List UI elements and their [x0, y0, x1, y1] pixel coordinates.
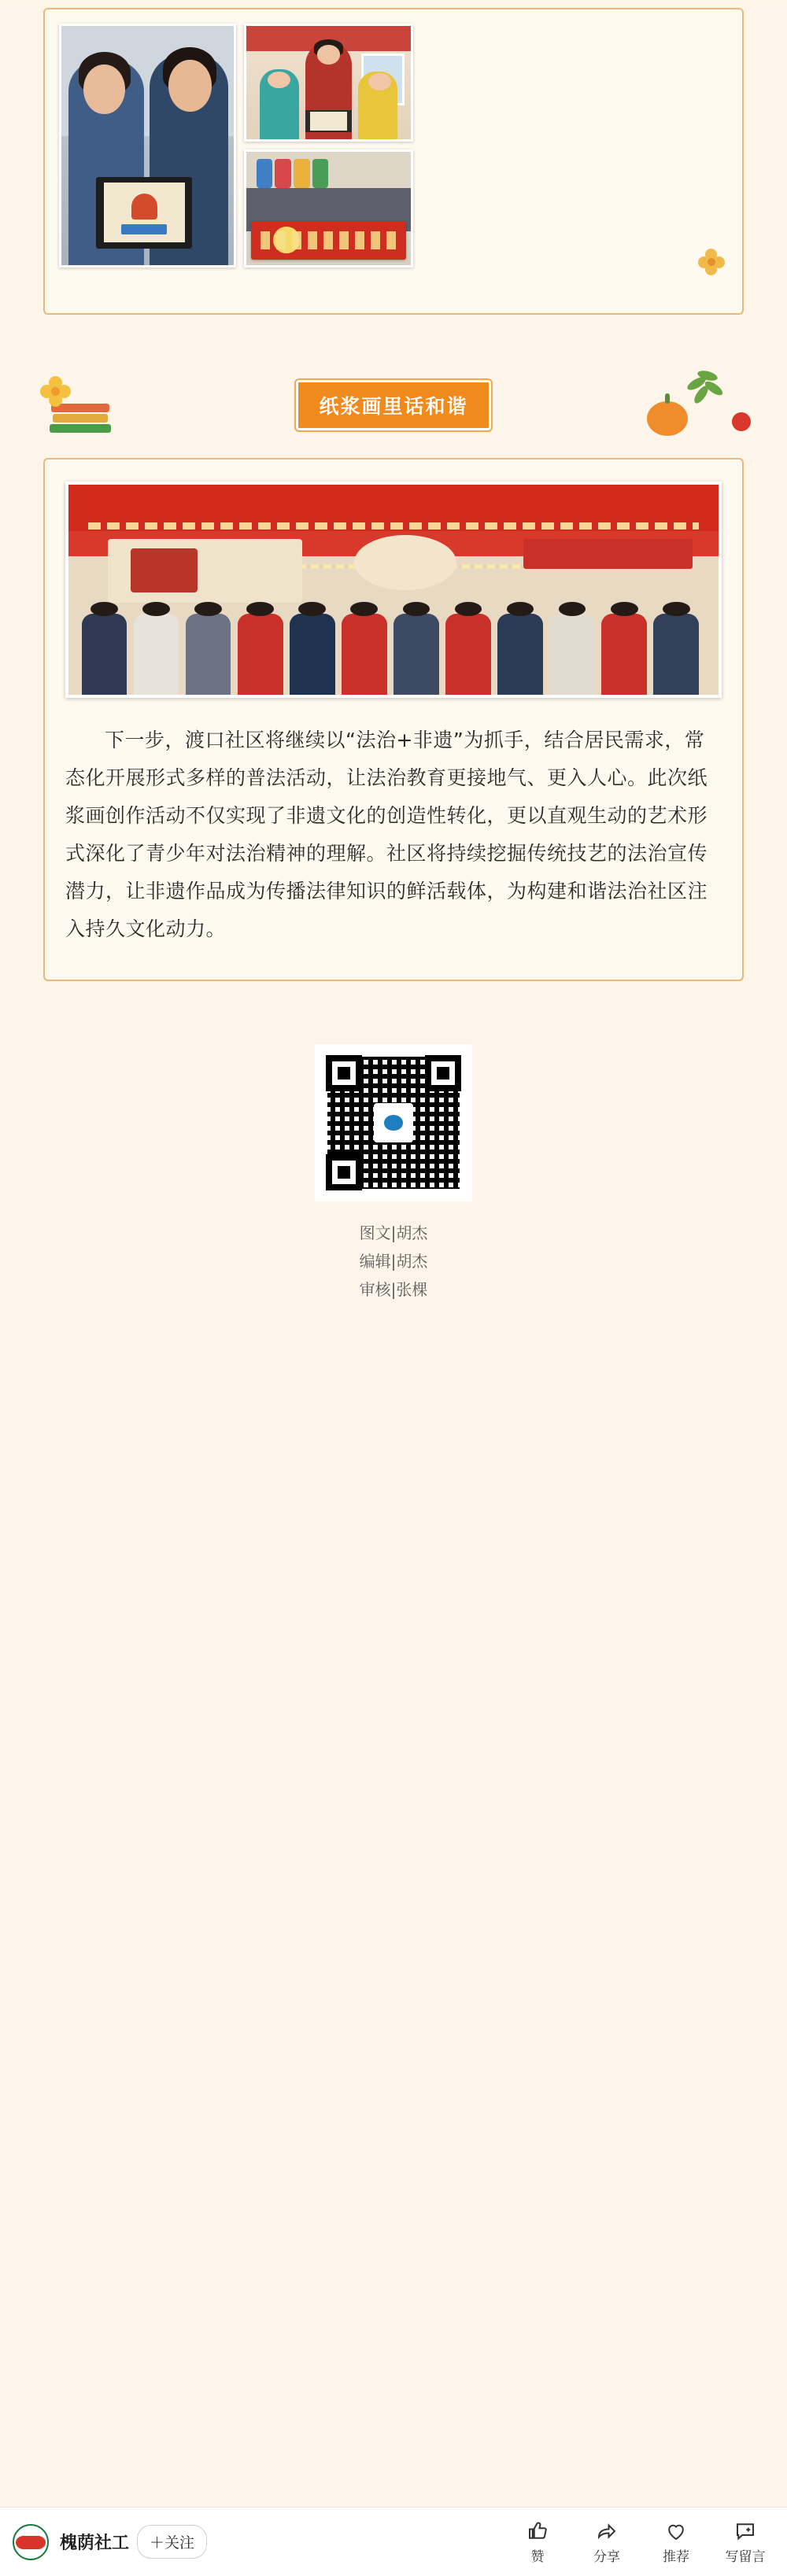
photo-grid: [59, 24, 728, 268]
child-right-face: [368, 73, 391, 90]
cherry-icon: [732, 412, 751, 431]
photo-teacher-with-two-children-showing-artwork[interactable]: [244, 24, 413, 142]
share-button[interactable]: [582, 2519, 631, 2565]
heart-logo-icon: [23, 2536, 39, 2549]
pumpkin-icon: [647, 401, 688, 436]
wall-letter: [257, 159, 272, 188]
framed-artwork: [96, 177, 193, 249]
girl-right-face: [168, 60, 212, 113]
comment-plus-icon: [733, 2519, 757, 2543]
adult-face: [317, 45, 340, 64]
wall-letter: [294, 159, 309, 188]
comment-button[interactable]: [721, 2519, 770, 2565]
qr-code-pattern: [321, 1050, 466, 1195]
follow-button[interactable]: ＋关注: [137, 2525, 207, 2559]
event-group-photo[interactable]: [65, 482, 722, 698]
flower-icon: [698, 249, 725, 275]
banner-headline-text: [88, 522, 699, 530]
girl-left-face: [83, 65, 125, 115]
article-body: 下一步，渡口社区将继续以“法治+非遗”为抓手，结合居民需求，常态化开展形式多样的普法活动，让法治教育更接地气、更入人心。此次纸浆画创作活动不仅实现了非遗文化的创造性转化，更以直观生动的艺术形式深化了青少年对法治精神的理解。社区将持续挖掘传统技艺的法治宣传潜力，让非遗作品成为传播法律知识的鲜活载体，为构建和谐法治社区注入持久文化动力。: [65, 729, 708, 940]
flower-icon: [40, 376, 72, 408]
wall-letter: [312, 159, 328, 188]
artwork-book: [121, 224, 167, 234]
credit-line: 编辑|胡杰: [359, 1252, 428, 1271]
wall-round-emblem: [354, 535, 456, 590]
wall-red-strip: [523, 539, 693, 568]
qr-finder-top-right: [425, 1055, 461, 1091]
photo-two-girls-with-framed-pulp-painting[interactable]: [59, 24, 236, 268]
like-button[interactable]: [513, 2519, 562, 2565]
photo-group-with-red-banner[interactable]: [244, 149, 413, 268]
top-photo-card: [43, 8, 744, 315]
account-name[interactable]: 槐荫社工: [60, 2534, 130, 2553]
thumbs-up-icon: [526, 2519, 549, 2543]
wall-letters: [257, 159, 329, 188]
like-label: 赞: [530, 2548, 545, 2565]
framed-artwork: [305, 110, 352, 133]
red-banner: [251, 221, 405, 260]
recommend-button[interactable]: [652, 2519, 700, 2565]
recommend-label: 推荐: [663, 2548, 689, 2565]
participants-row: [68, 585, 719, 695]
heart-icon: [664, 2519, 688, 2543]
left-decoration: [35, 376, 130, 436]
credit-line: 图文|胡杰: [359, 1223, 428, 1242]
qr-finder-top-left: [326, 1055, 362, 1091]
bottom-action-bar: [0, 2507, 787, 2576]
action-buttons: [215, 2519, 774, 2565]
share-icon: [595, 2519, 619, 2543]
account-avatar[interactable]: [13, 2524, 49, 2560]
comment-label: 写留言: [725, 2548, 766, 2565]
wall-letter: [275, 159, 290, 188]
qr-center-logo: [379, 1108, 408, 1138]
artwork-canvas: [104, 183, 185, 243]
right-decoration: [639, 371, 757, 439]
page-title: 纸浆画里话和谐: [296, 380, 490, 430]
photo-column-right: [244, 24, 413, 268]
credits-block: [0, 1219, 787, 1304]
artwork-figure: [131, 194, 157, 220]
banner-text: [260, 231, 397, 249]
share-label: 分享: [593, 2548, 620, 2565]
article-card: [43, 458, 744, 981]
section-title-row: [0, 370, 787, 441]
leaf-icon: [686, 371, 733, 419]
qr-code[interactable]: [315, 1044, 472, 1201]
artwork-canvas: [310, 112, 347, 130]
qr-finder-bottom-left: [326, 1154, 362, 1190]
credit-line: 审核|张棵: [359, 1280, 428, 1299]
